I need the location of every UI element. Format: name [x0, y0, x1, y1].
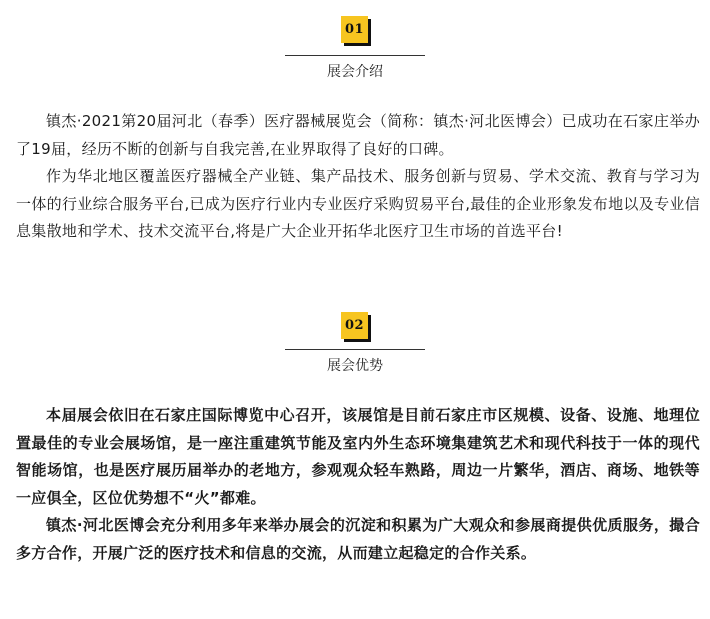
paragraph: 本届展会依旧在石家庄国际博览中心召开，该展馆是目前石家庄市区规模、设备、设施、地理位置最佳的专业会展场馆，是一座注重建筑节能及室内外生态环境集建筑艺术和现代科技于一体的现代智能场馆，也是医疗展历届举办的老地方，参观观众轻车熟路，周边一片繁华，酒店、商场、地铁等一应俱全，区位优势想不“火”都难。 — [16, 406, 700, 507]
section-divider — [285, 55, 425, 56]
paragraph: 作为华北地区覆盖医疗器械全产业链、集产品技术、服务创新与贸易、学术交流、教育与学习为一体的行业综合服务平台,已成为医疗行业内专业医疗采购贸易平台,最佳的企业形象发布地以及专业信息集散地和学术、技术交流平台,将是广大企业开拓华北医疗卫生市场的首选平台! — [16, 167, 700, 240]
paragraph: 镇杰·河北医博会充分利用多年来举办展会的沉淀和积累为广大观众和参展商提供优质服务，撮合多方合作，开展广泛的医疗技术和信息的交流，从而建立起稳定的合作关系。 — [16, 516, 700, 562]
section-title: 展会介绍 — [327, 64, 383, 80]
section-title: 展会优势 — [327, 358, 383, 374]
section-number: 02 — [344, 318, 365, 333]
section-body-intro — [16, 108, 700, 246]
section-number-badge — [341, 312, 368, 339]
section-body-advantages — [16, 402, 700, 567]
section-number: 01 — [344, 22, 365, 37]
section-divider — [285, 349, 425, 350]
paragraph: 镇杰·2021第20届河北（春季）医疗器械展览会（简称：镇杰·河北医博会）已成功在石家庄举办了19届，经历不断的创新与自我完善,在业界取得了良好的口碑。 — [16, 112, 700, 158]
section-number-badge — [341, 16, 368, 43]
